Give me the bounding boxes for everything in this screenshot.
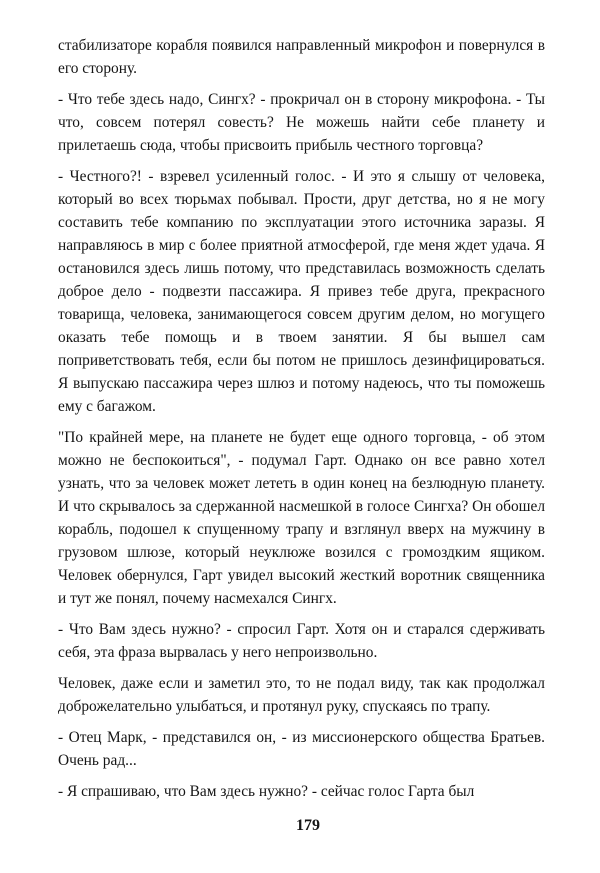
paragraph-3: - Честного?! - взревел усиленный голос. - И это я слышу от человека, который во всех тюрьмах побывал. Прости, друг детства, но я не могу составить тебе компанию по эксплуатации этого источника заразы. Я направляюсь в мир с более приятной атмосферой, где меня ждет удача. Я остановился здесь лишь потому, что представилась возможность сделать доброе дело - подвезти пассажира. Я привез тебе друга, прекрасного товарища, человека, занимающегося совсем другим делом, но могущего оказать тебе помощь и в твоем занятии. Я бы вышел сам поприветствовать тебя, если бы потом не пришлось дезинфицироваться. Я выпускаю пассажира через шлюз и потому надеюсь, что ты поможешь ему с багажом. — [58, 168, 545, 415]
paragraph-4: "По крайней мере, на планете не будет еще одного торговца, - об этом можно не беспокоиться", - подумал Гарт. Однако он все равно хотел узнать, что за человек может лететь в один конец на безлюдную планету. И что скрывалось за сдержанной насмешкой в голосе Сингха? Он обошел корабль, подошел к спущенному трапу и взглянул вверх на мужчину в грузовом шлюзе, который неуклюже возился с громоздким ящиком. Человек обернулся, Гарт увидел высокий жесткий воротник священника и тут же понял, почему насмехался Сингх. — [58, 429, 545, 607]
paragraph-8: - Я спрашиваю, что Вам здесь нужно? - сейчас голос Гарта был — [58, 783, 475, 800]
paragraph-5: - Что Вам здесь нужно? - спросил Гарт. Хотя он и старался сдерживать себя, эта фраза вырвалась у него непроизвольно. — [58, 621, 545, 661]
page-number: 179 — [296, 817, 320, 834]
paragraph-1: стабилизаторе корабля появился направленный микрофон и повернулся в его сторону. — [58, 37, 545, 77]
paragraph-7: - Отец Марк, - представился он, - из миссионерского общества Братьев. Очень рад... — [58, 729, 545, 769]
paragraph-2: - Что тебе здесь надо, Сингх? - прокричал он в сторону микрофона. - Ты что, совсем потерял совесть? Не можешь найти себе планету и прилетаешь сюда, чтобы присвоить прибыль честного торговца? — [58, 91, 545, 154]
paragraph-6: Человек, даже если и заметил это, то не подал виду, так как продолжал доброжелательно улыбаться, и протянул руку, спускаясь по трапу. — [58, 675, 545, 715]
page-body — [58, 34, 545, 811]
